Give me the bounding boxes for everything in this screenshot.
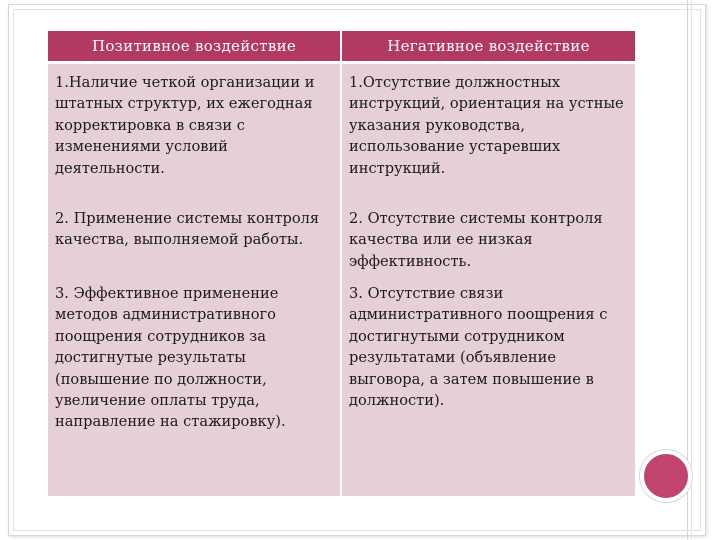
cell-positive: 1.Наличие четкой организации и штатных структур, их ежегодная корректировка в связи с изменениями условий деятельности. xyxy=(48,63,341,203)
decorative-vertical-line-secondary xyxy=(691,0,692,540)
decorative-vertical-line xyxy=(687,0,688,540)
table-row xyxy=(48,63,635,203)
table-row xyxy=(48,280,635,496)
table-header-row xyxy=(48,31,635,63)
cell-positive: 2. Применение системы контроля качества, выполняемой работы. xyxy=(48,202,341,280)
cell-negative: 1.Отсутствие должностных инструкций, ориентация на устные указания руководства, использование устаревших инструкций. xyxy=(341,63,635,203)
cell-negative: 3. Отсутствие связи административного поощрения с достигнутыми сотрудником результатами (объявление выговора, а затем повышение в должности). xyxy=(341,280,635,496)
decorative-circle-icon xyxy=(640,450,692,502)
cell-positive: 3. Эффективное применение методов административного поощрения сотрудников за достигнутые результаты (повышение по должности, увеличение оплаты труда, направление на стажировку). xyxy=(48,280,341,496)
cell-negative: 2. Отсутствие системы контроля качества или ее низкая эффективность. xyxy=(341,202,635,280)
table-row xyxy=(48,202,635,280)
header-negative: Негативное воздействие xyxy=(341,31,635,63)
comparison-table xyxy=(48,31,635,496)
header-positive: Позитивное воздействие xyxy=(48,31,341,63)
